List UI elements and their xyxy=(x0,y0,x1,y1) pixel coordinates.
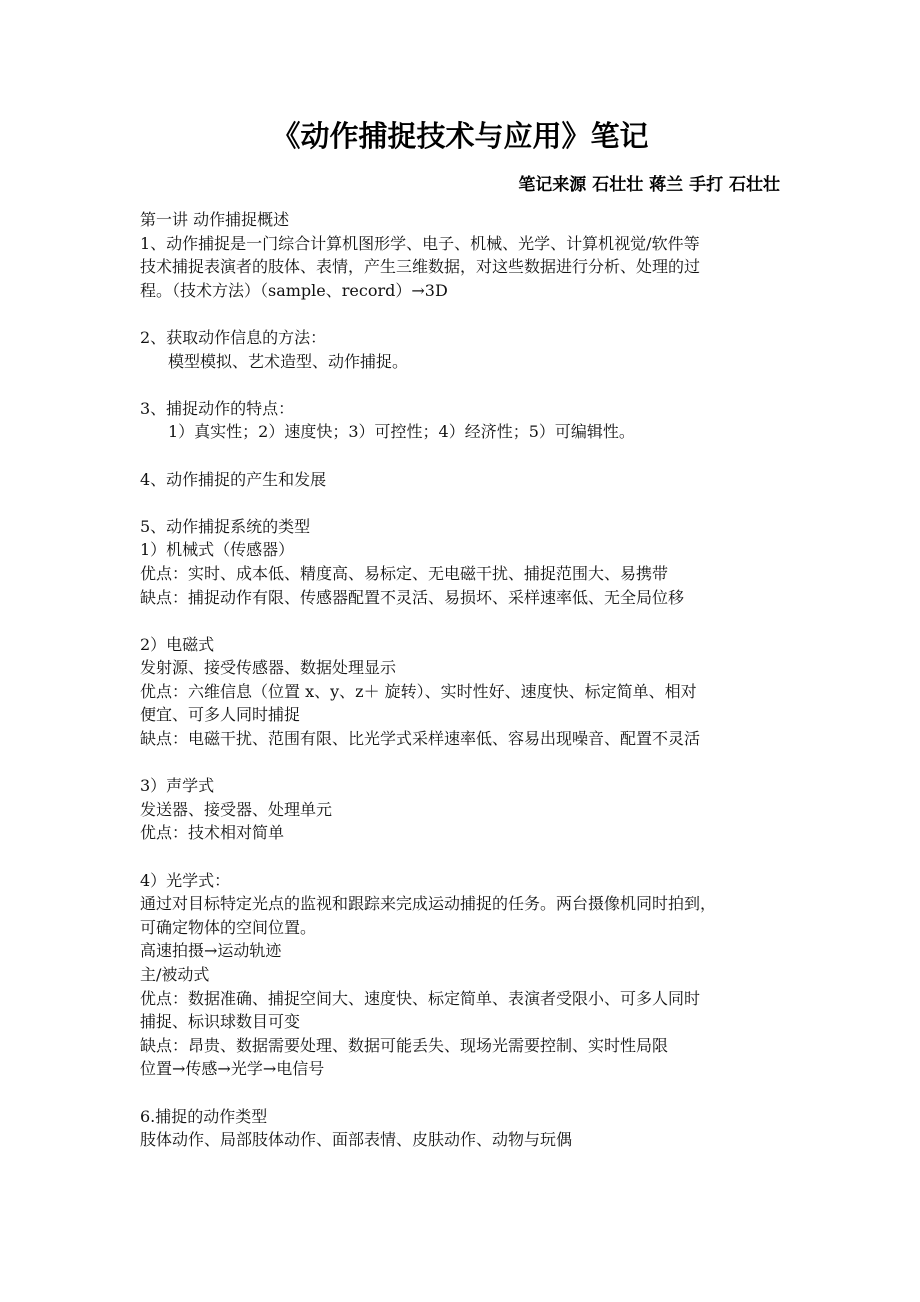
electromagnetic-components: 发射源、接受传感器、数据处理显示 xyxy=(140,658,397,678)
section-1-line-1: 1、动作捕捉是一门综合计算机图形学、电子、机械、光学、计算机视觉/软件等 xyxy=(140,233,700,253)
mechanical-heading: 1）机械式（传感器） xyxy=(140,540,295,560)
spacer xyxy=(140,491,785,515)
optical-flow: 位置→传感→光学→电信号 xyxy=(140,1059,325,1079)
optical-desc-line-2: 可确定物体的空间位置。 xyxy=(140,917,317,937)
electromagnetic-cons: 缺点：电磁干扰、范围有限、比光学式采样速率低、容易出现噪音、配置不灵活 xyxy=(140,729,701,749)
optical-cons: 缺点：昂贵、数据需要处理、数据可能丢失、现场光需要控制、实时性局限 xyxy=(140,1035,669,1055)
document-title: 《动作捕捉技术与应用》笔记 xyxy=(271,119,649,153)
note-source: 笔记来源 石壮壮 蒋兰 手打 石壮壮 xyxy=(518,175,780,195)
section-4-heading: 4、动作捕捉的产生和发展 xyxy=(140,469,327,489)
section-3-content: 1）真实性；2）速度快；3）可控性；4）经济性；5）可编辑性。 xyxy=(168,422,635,442)
section-6-content: 肢体动作、局部肢体动作、面部表情、皮肤动作、动物与玩偶 xyxy=(140,1130,573,1150)
spacer xyxy=(140,444,785,468)
optical-heading: 4）光学式： xyxy=(140,870,231,890)
section-5-heading: 5、动作捕捉系统的类型 xyxy=(140,516,311,536)
acoustic-pros: 优点：技术相对简单 xyxy=(140,823,285,843)
section-1-line-2: 技术捕捉表演者的肢体、表情，产生三维数据，对这些数据进行分析、处理的过 xyxy=(140,257,701,277)
optical-note-1: 高速拍摄→运动轨迹 xyxy=(140,941,282,961)
spacer xyxy=(140,302,785,326)
electromagnetic-pros-line-1: 优点：六维信息（位置 x、y、z＋ 旋转）、实时性好、速度快、标定简单、相对 xyxy=(140,681,697,701)
spacer xyxy=(140,751,785,775)
section-1-line-3: 程。（技术方法）（sample、record）→3D xyxy=(140,280,448,300)
spacer xyxy=(140,1081,785,1105)
lecture-heading: 第一讲 动作捕捉概述 xyxy=(140,210,290,229)
spacer xyxy=(140,373,785,397)
acoustic-components: 发送器、接受器、处理单元 xyxy=(140,799,333,819)
optical-pros-line-2: 捕捉、标识球数目可变 xyxy=(140,1012,301,1032)
mechanical-cons: 缺点：捕捉动作有限、传感器配置不灵活、易损坏、采样速率低、无全局位移 xyxy=(140,587,685,607)
section-2-heading: 2、获取动作信息的方法： xyxy=(140,327,327,347)
section-6-heading: 6.捕捉的动作类型 xyxy=(140,1106,268,1126)
spacer xyxy=(140,845,785,869)
optical-note-2: 主/被动式 xyxy=(140,965,210,984)
acoustic-heading: 3）声学式 xyxy=(140,776,215,796)
optical-desc-line-1: 通过对目标特定光点的监视和跟踪来完成运动捕捉的任务。两台摄像机同时拍到， xyxy=(140,894,717,914)
optical-pros-line-1: 优点：数据准确、捕捉空间大、速度快、标定简单、表演者受限小、可多人同时 xyxy=(140,988,701,1008)
document-body xyxy=(140,208,785,1152)
spacer xyxy=(140,609,785,633)
section-3-heading: 3、捕捉动作的特点： xyxy=(140,398,295,418)
electromagnetic-pros-line-2: 便宜、可多人同时捕捉 xyxy=(140,705,301,725)
electromagnetic-heading: 2）电磁式 xyxy=(140,634,215,654)
mechanical-pros: 优点：实时、成本低、精度高、易标定、无电磁干扰、捕捉范围大、易携带 xyxy=(140,563,669,583)
section-2-content: 模型模拟、艺术造型、动作捕捉。 xyxy=(168,351,409,371)
